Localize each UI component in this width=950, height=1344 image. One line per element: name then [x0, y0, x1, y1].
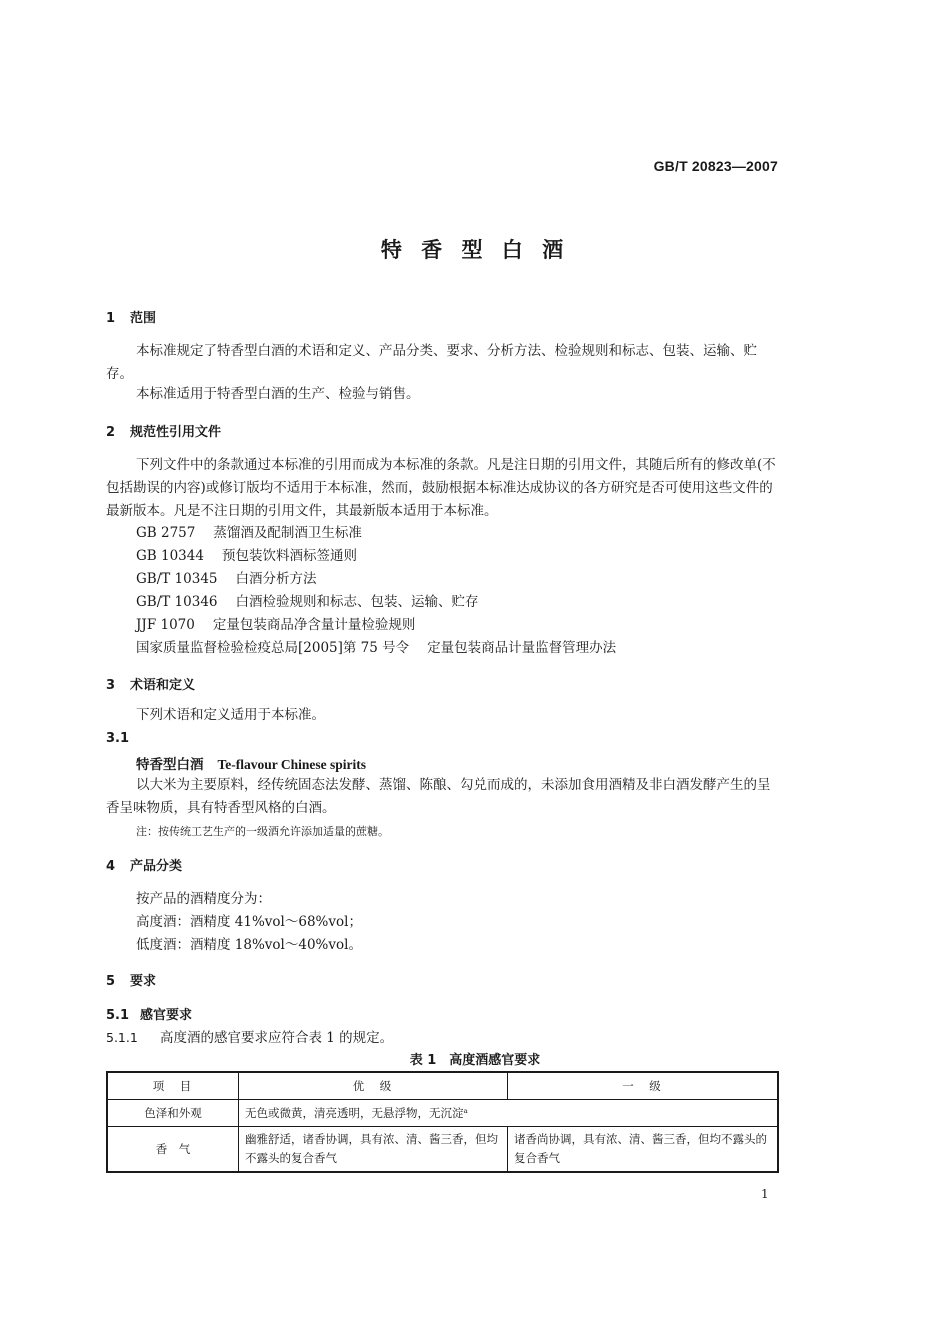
section-number: 2 [106, 425, 116, 440]
row-item: 色泽和外观 [107, 1100, 239, 1127]
reference-code: JJF 1070 [136, 617, 195, 633]
reference-title: 白酒分析方法 [235, 571, 317, 587]
section-number: 1 [106, 311, 116, 326]
term-heading [136, 753, 366, 773]
classification-high: 高度酒：酒精度 41%vol～68%vol； [136, 914, 362, 930]
term-chinese: 特香型白酒 [136, 757, 204, 773]
reference-code: 国家质量监督检验检疫总局[2005]第 75 号令 [136, 640, 410, 656]
section-number: 5 [106, 974, 116, 989]
reference-item [136, 613, 415, 633]
table-row [107, 1127, 778, 1173]
reference-item [136, 567, 317, 587]
table-header-row [107, 1072, 778, 1100]
section-1-paragraph-1: 本标准规定了特香型白酒的术语和定义、产品分类、要求、分析方法、检验规则和标志、包装、运输、贮存。 [106, 343, 757, 382]
reference-title: 蒸馏酒及配制酒卫生标准 [213, 525, 362, 541]
section-title: 术语和定义 [130, 678, 196, 693]
column-header-first-grade: 一 级 [508, 1072, 779, 1100]
reference-title: 定量包装商品净含量计量检验规则 [212, 617, 416, 633]
reference-item [136, 636, 616, 656]
section-title: 规范性引用文件 [130, 425, 222, 440]
section-title: 范围 [130, 311, 157, 326]
reference-code: GB 10344 [136, 548, 204, 564]
subsection-3-1-number: 3.1 [106, 731, 130, 746]
section-4-heading [106, 855, 182, 874]
section-title: 产品分类 [130, 859, 183, 874]
reference-item [136, 521, 362, 541]
page-number: 1 [761, 1187, 769, 1201]
row-item: 香 气 [107, 1127, 239, 1173]
reference-title: 定量包装商品计量监督管理办法 [427, 640, 617, 656]
column-header-item: 项 目 [107, 1072, 239, 1100]
reference-code: GB/T 10346 [136, 594, 218, 610]
subsection-5-1-heading [106, 1004, 192, 1023]
subsection-title: 感官要求 [140, 1008, 193, 1023]
classification-intro: 按产品的酒精度分为： [136, 891, 271, 907]
reference-code: GB 2757 [136, 525, 196, 541]
column-header-premium: 优 级 [239, 1072, 508, 1100]
document-title: 特 香 型 白 酒 [380, 238, 570, 262]
section-3-intro: 下列术语和定义适用于本标准。 [136, 707, 325, 723]
classification-low: 低度酒：酒精度 18%vol～40%vol。 [136, 937, 362, 953]
table-caption: 表 1 高度酒感官要求 [409, 1053, 541, 1068]
reference-title: 预包装饮料酒标签通则 [221, 548, 357, 564]
row-first-grade-value: 诸香尚协调，具有浓、清、酱三香，但均不露头的复合香气 [508, 1127, 779, 1173]
reference-code: GB/T 10345 [136, 571, 218, 587]
section-number: 3 [106, 678, 116, 693]
term-definition: 以大米为主要原料，经传统固态法发酵、蒸馏、陈酿、勾兑而成的，未添加食用酒精及非白酒发酵产生的呈香呈味物质，具有特香型风格的白酒。 [106, 777, 771, 816]
subsection-text: 高度酒的感官要求应符合表 1 的规定。 [160, 1030, 394, 1046]
sensory-requirements-table [106, 1071, 779, 1173]
section-title: 要求 [130, 974, 157, 989]
subsection-number: 5.1.1 [106, 1030, 138, 1045]
subsection-number: 5.1 [106, 1008, 130, 1023]
row-premium-value: 幽雅舒适，诸香协调，具有浓、清、酱三香，但均不露头的复合香气 [239, 1127, 508, 1173]
reference-item [136, 590, 479, 610]
section-1-heading [106, 307, 156, 326]
row-merged-value: 无色或微黄，清亮透明，无悬浮物，无沉淀ᵃ [239, 1100, 779, 1127]
subsection-5-1-1 [106, 1026, 393, 1046]
reference-title: 白酒检验规则和标志、包装、运输、贮存 [235, 594, 479, 610]
term-english: Te-flavour Chinese spirits [217, 757, 367, 772]
term-note: 注：按传统工艺生产的一级酒允许添加适量的蔗糖。 [136, 825, 389, 838]
section-number: 4 [106, 859, 116, 874]
section-2-heading [106, 421, 221, 440]
section-3-heading [106, 674, 195, 693]
standard-code: GB/T 20823—2007 [653, 158, 778, 174]
table-row [107, 1100, 778, 1127]
section-2-paragraph: 下列文件中的条款通过本标准的引用而成为本标准的条款。凡是注日期的引用文件，其随后所有的修改单(不包括勘误的内容)或修订版均不适用于本标准，然而，鼓励根据本标准达成协议的各方研究是否可使用这些文件的最新版本。凡是不注日期的引用文件，其最新版本适用于本标准。 [106, 457, 776, 519]
reference-item [136, 544, 357, 564]
section-5-heading [106, 970, 156, 989]
section-1-paragraph-2: 本标准适用于特香型白酒的生产、检验与销售。 [136, 386, 420, 402]
